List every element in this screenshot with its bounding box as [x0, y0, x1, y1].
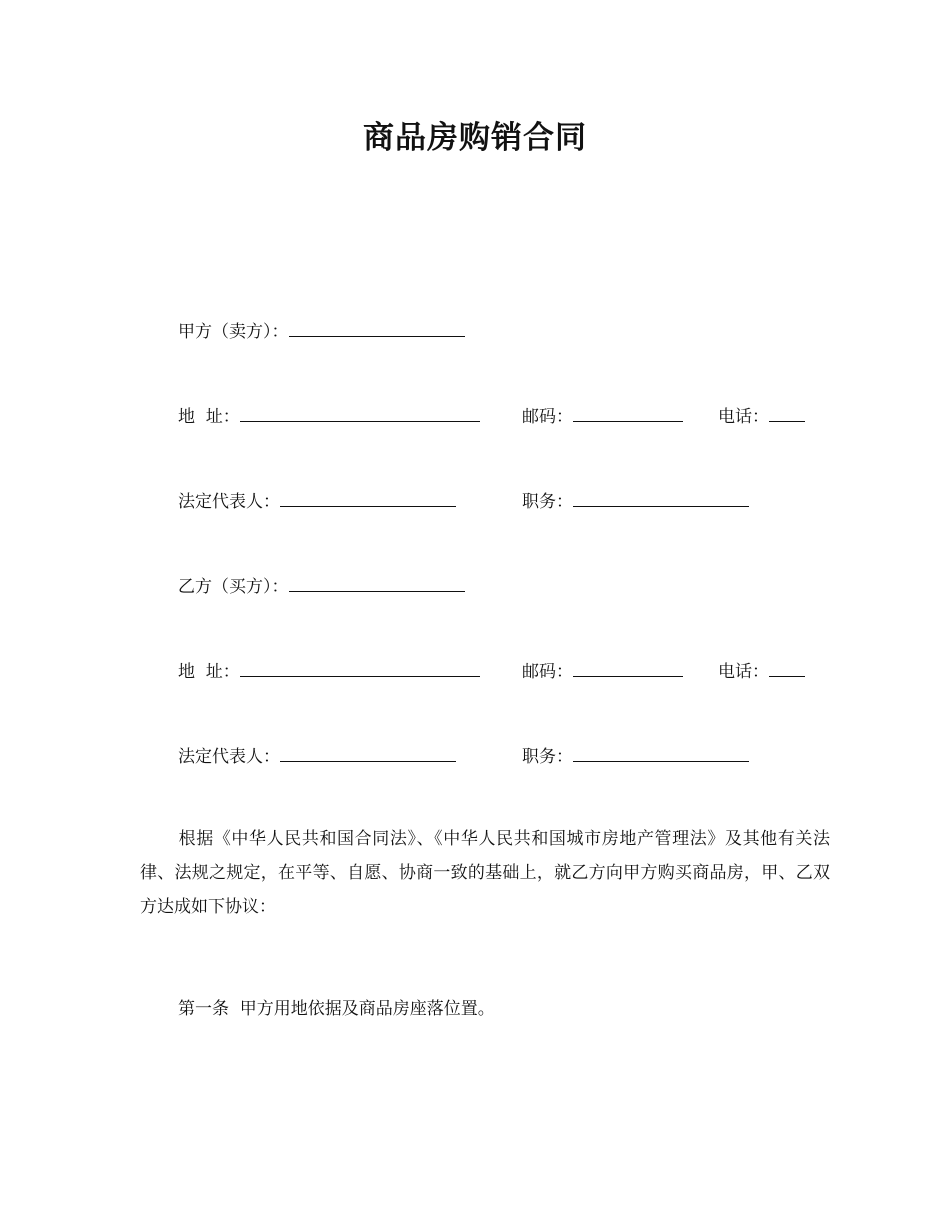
party-b-postcode-blank[interactable]: [573, 658, 683, 677]
party-a-rep-label: 法定代表人：: [178, 492, 280, 512]
party-b-address-blank[interactable]: [240, 658, 480, 677]
document-title: 商品房购销合同: [363, 120, 587, 156]
party-b-phone-label: 电话：: [718, 662, 769, 682]
party-b-postcode-label: 邮码：: [522, 662, 573, 682]
party-b-rep-label: 法定代表人：: [178, 747, 280, 767]
party-a-address-blank[interactable]: [240, 403, 480, 422]
party-b-rep-blank[interactable]: [280, 743, 456, 762]
preamble-paragraph: [140, 822, 830, 924]
party-a-postcode-label: 邮码：: [522, 407, 573, 427]
party-b-position-blank[interactable]: [573, 743, 749, 762]
party-a-address-row: [178, 403, 818, 427]
party-b-position-label: 职务：: [522, 747, 573, 767]
party-a-name-label: 甲方（卖方）：: [178, 322, 289, 342]
party-b-name-row: [178, 573, 465, 597]
party-a-phone-label: 电话：: [718, 407, 769, 427]
party-b-rep-row: [178, 743, 818, 767]
party-a-position-label: 职务：: [522, 492, 573, 512]
party-a-name-blank[interactable]: [289, 318, 465, 337]
party-b-name-label: 乙方（买方）：: [178, 577, 289, 597]
party-a-address-label: 地 址：: [178, 407, 240, 427]
party-b-phone-blank[interactable]: [769, 658, 805, 677]
party-a-position-blank[interactable]: [573, 488, 749, 507]
party-a-name-row: [178, 318, 465, 342]
article-1-heading: 第一条 甲方用地依据及商品房座落位置。: [178, 999, 495, 1019]
preamble-text: 根据《中华人民共和国合同法》、《中华人民共和国城市房地产管理法》及其他有关法律、法规之规定，在平等、自愿、协商一致的基础上，就乙方向甲方购买商品房，甲、乙双方达成如下协议：: [140, 829, 830, 917]
party-b-address-row: [178, 658, 818, 682]
party-a-rep-blank[interactable]: [280, 488, 456, 507]
party-a-rep-row: [178, 488, 818, 512]
party-a-postcode-blank[interactable]: [573, 403, 683, 422]
party-a-phone-blank[interactable]: [769, 403, 805, 422]
party-b-name-blank[interactable]: [289, 573, 465, 592]
party-b-address-label: 地 址：: [178, 662, 240, 682]
